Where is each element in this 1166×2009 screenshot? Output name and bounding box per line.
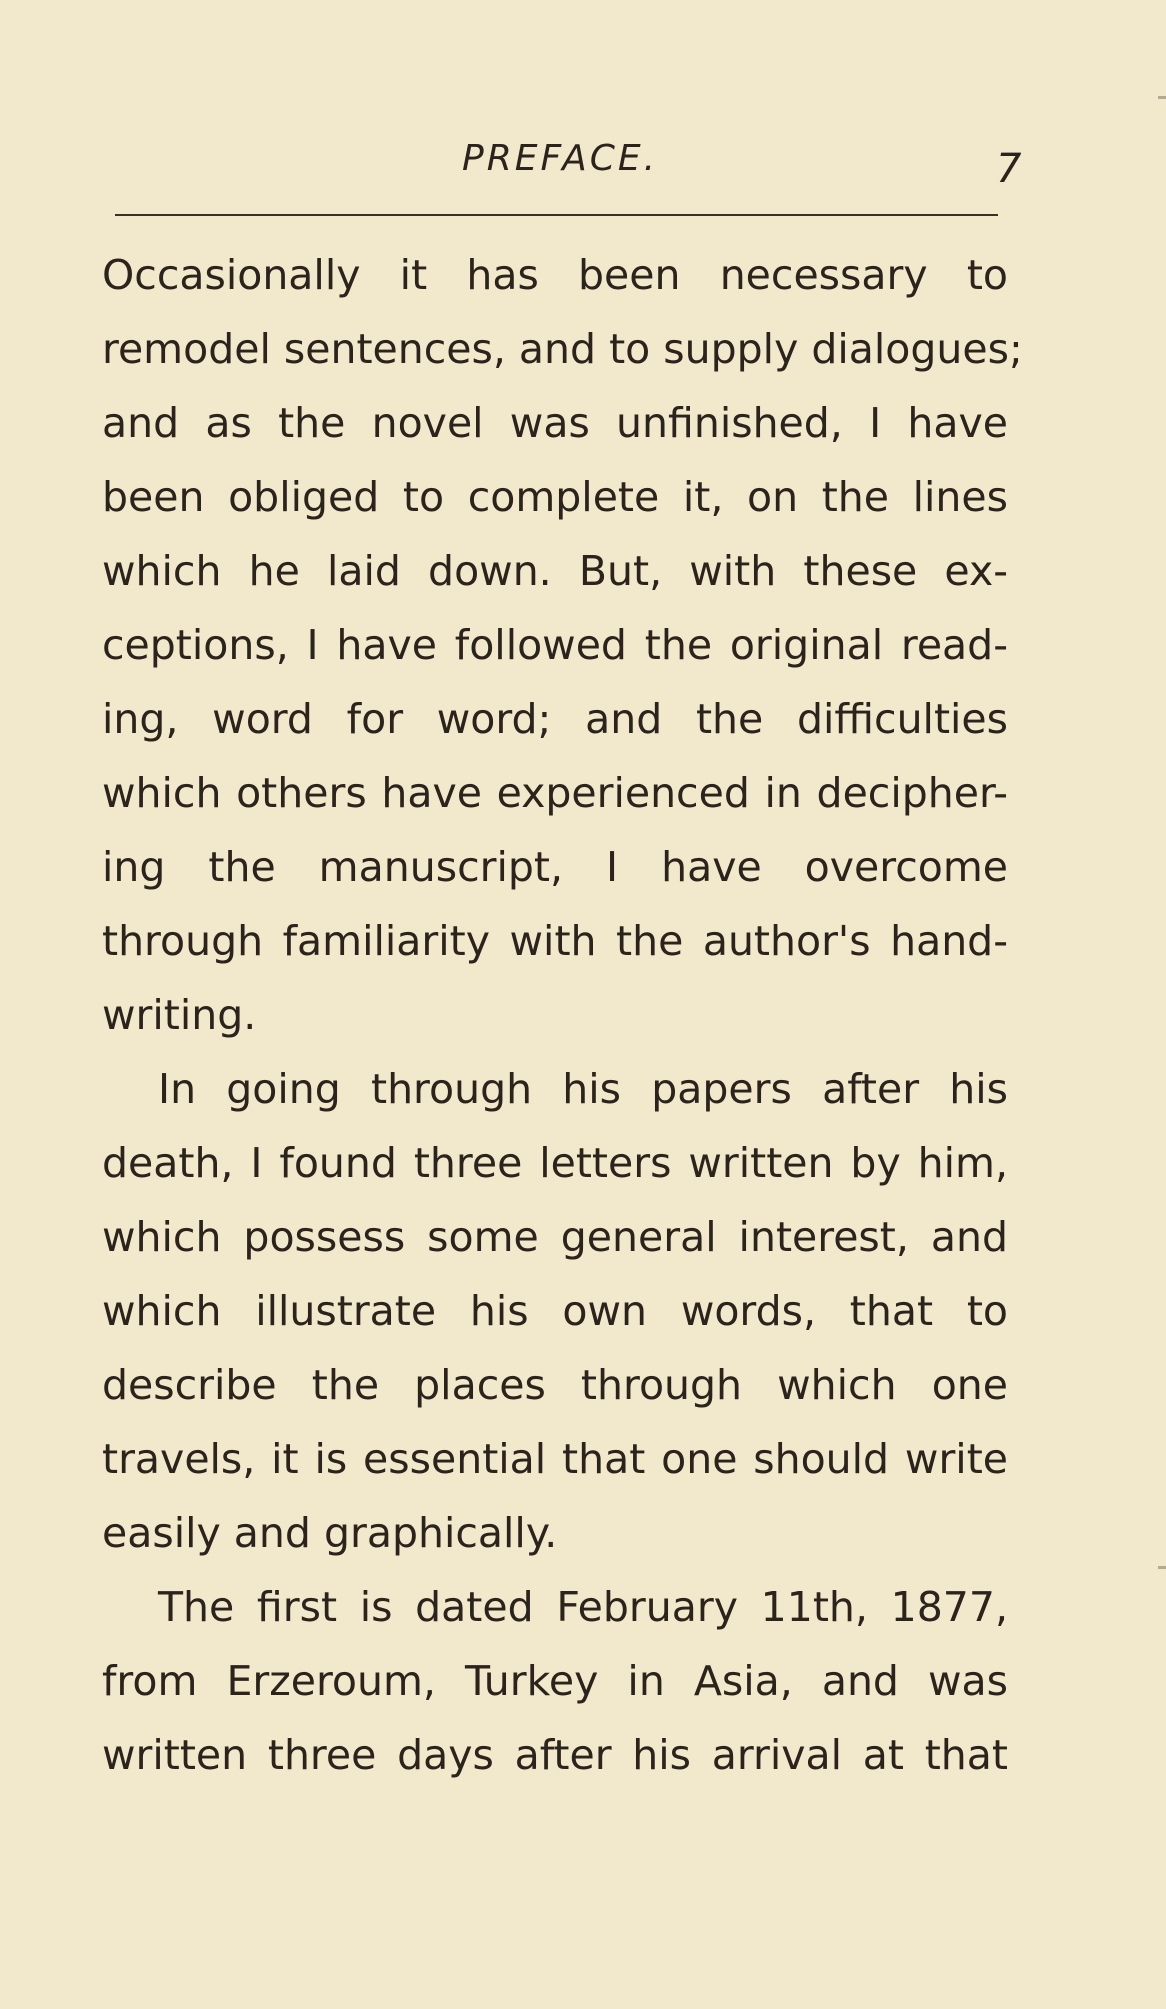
text-line: been obliged to complete it, on the lines	[102, 473, 1008, 521]
text-line: through familiarity with the author's hand-	[102, 917, 1008, 965]
paragraph	[102, 1052, 1008, 1570]
text-line: written three days after his arrival at that	[102, 1731, 1008, 1779]
text-line: and as the novel was unfinished, I have	[102, 399, 1008, 447]
text-line: travels, it is essential that one should write	[102, 1435, 1008, 1483]
page-edge-mark	[1158, 1566, 1166, 1569]
running-title: PREFACE.	[462, 138, 659, 179]
paragraph	[102, 238, 1023, 1052]
text-line: which possess some general interest, and	[102, 1213, 1008, 1261]
page-number: 7	[996, 146, 1022, 192]
text-line: which he laid down. But, with these ex-	[102, 547, 1008, 595]
text-line: The first is dated February 11th, 1877,	[158, 1583, 1008, 1631]
text-line: remodel sentences, and to supply dialogues;	[102, 325, 1023, 373]
text-line: describe the places through which one	[102, 1361, 1008, 1409]
header-rule	[115, 214, 998, 216]
text-line: which illustrate his own words, that to	[102, 1287, 1008, 1335]
text-line: Occasionally it has been necessary to	[102, 251, 1008, 299]
text-line: ceptions, I have followed the original read-	[102, 621, 1008, 669]
running-header	[0, 138, 1166, 198]
text-line: easily and graphically.	[102, 1509, 558, 1557]
text-line: In going through his papers after his	[158, 1065, 1008, 1113]
text-line: death, I found three letters written by him,	[102, 1139, 1008, 1187]
text-line: from Erzeroum, Turkey in Asia, and was	[102, 1657, 1008, 1705]
text-line: ing the manuscript, I have overcome	[102, 843, 1008, 891]
text-line: writing.	[102, 991, 257, 1039]
text-line: ing, word for word; and the difficulties	[102, 695, 1008, 743]
paragraph	[102, 1570, 1008, 1792]
text-line: which others have experienced in decipher-	[102, 769, 1008, 817]
page-edge-mark	[1158, 96, 1166, 99]
body-text	[102, 238, 1023, 1792]
